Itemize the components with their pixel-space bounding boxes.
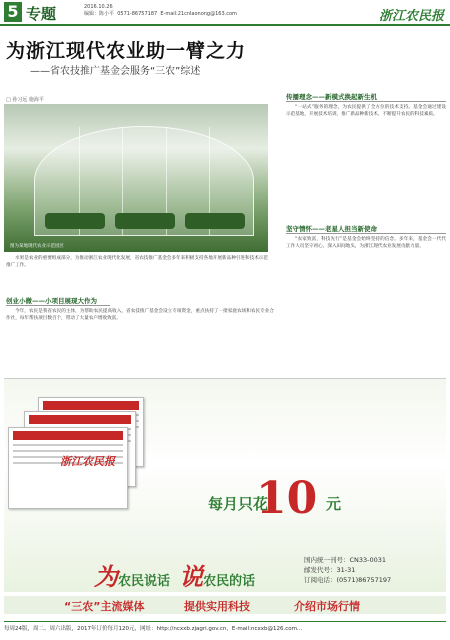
- section-heading-2: 传播理念——新模式换起新生机: [286, 92, 446, 102]
- subscription-info: [304, 555, 391, 585]
- issue-date: 2016.10.26: [84, 4, 113, 10]
- price-value: 10: [256, 473, 318, 524]
- ad-slogan: 为农民说话 说农民的话: [94, 563, 256, 591]
- subscription-ad: [4, 378, 446, 592]
- section-3-body: “农家致富，科技先行”是基金会始终坚持的信念。多年来，基金会一代代工作人员坚守初心，深入田间地头，为浙江现代农业发展贡献力量。: [286, 237, 446, 249]
- section-heading-1: 创业小微——小项目展现大作为: [6, 296, 110, 306]
- greenhouse-shape: [34, 126, 254, 236]
- masthead: [0, 0, 450, 26]
- headline: 为浙江现代农业助一臂之力: [6, 40, 247, 62]
- greenhouse-photo: [4, 104, 268, 252]
- issn-line: 国内统一刊号：CN33-0031: [304, 556, 387, 564]
- tagline-2: 提供实用科技: [184, 600, 250, 613]
- newspaper-logo: 浙江农民报: [378, 9, 444, 24]
- price-badge: [208, 473, 358, 529]
- masthead-meta: [84, 4, 237, 18]
- section-2-body: “一站式”服务的理念，为农民提供了全方位的技术支持。基金会通过建设示范基地，开展技术培训，推广新品种新技术，不断提升农民的科技素质。: [286, 105, 446, 117]
- tagline-1: “三农”主流媒体: [64, 600, 145, 613]
- email: E-mail:21cnlaonong@163.com: [160, 11, 237, 17]
- subscription-phone-line: 订阅电话：(0571)86757197: [304, 576, 392, 584]
- photo-description: 水果是农业的重要组成部分，为推动浙江农业现代化发展，省农技推广基金会多年来积极支持各地开展新品种引进和技术示范推广工作。: [6, 256, 268, 268]
- section-title: 专题: [26, 5, 57, 23]
- byline: □ 孙习远 施海平: [6, 97, 44, 103]
- editor: 编辑：陈小平: [84, 11, 115, 17]
- price-prefix: 每月只花: [208, 495, 269, 513]
- price-unit: 元: [326, 495, 342, 513]
- photo-caption: 图为某地现代农业示范园区: [10, 244, 64, 249]
- page-number: 5: [4, 2, 22, 22]
- footer-info: 每周24版，周二、周六出版，2017年订价每月120元，网址：http://ncxxb.zjagri.gov.cn，E-mail:ncxxb@126.com...: [4, 621, 446, 635]
- ad-tagline-band: [4, 596, 446, 614]
- ad-brand-logo: 浙江农民报: [60, 455, 115, 468]
- section-heading-3: 坚守情怀——老星人担当新使命: [286, 224, 446, 234]
- section-1-body: 今年，农民是我省农民的主体，为帮助农民提高收入，省农技推广基金会设立专项资金，重点扶持了一批家庭农场和农民专业合作社，每年帮扶项目数百个，带动了大量农户增收致富。: [6, 309, 274, 321]
- tagline-3: 介绍市场行情: [294, 600, 360, 613]
- subheadline: ——省农技推广基金会服务“三农”综述: [30, 66, 201, 77]
- postal-code-line: 邮发代号：31-31: [304, 566, 356, 574]
- phone: 0571-86757187: [117, 11, 158, 17]
